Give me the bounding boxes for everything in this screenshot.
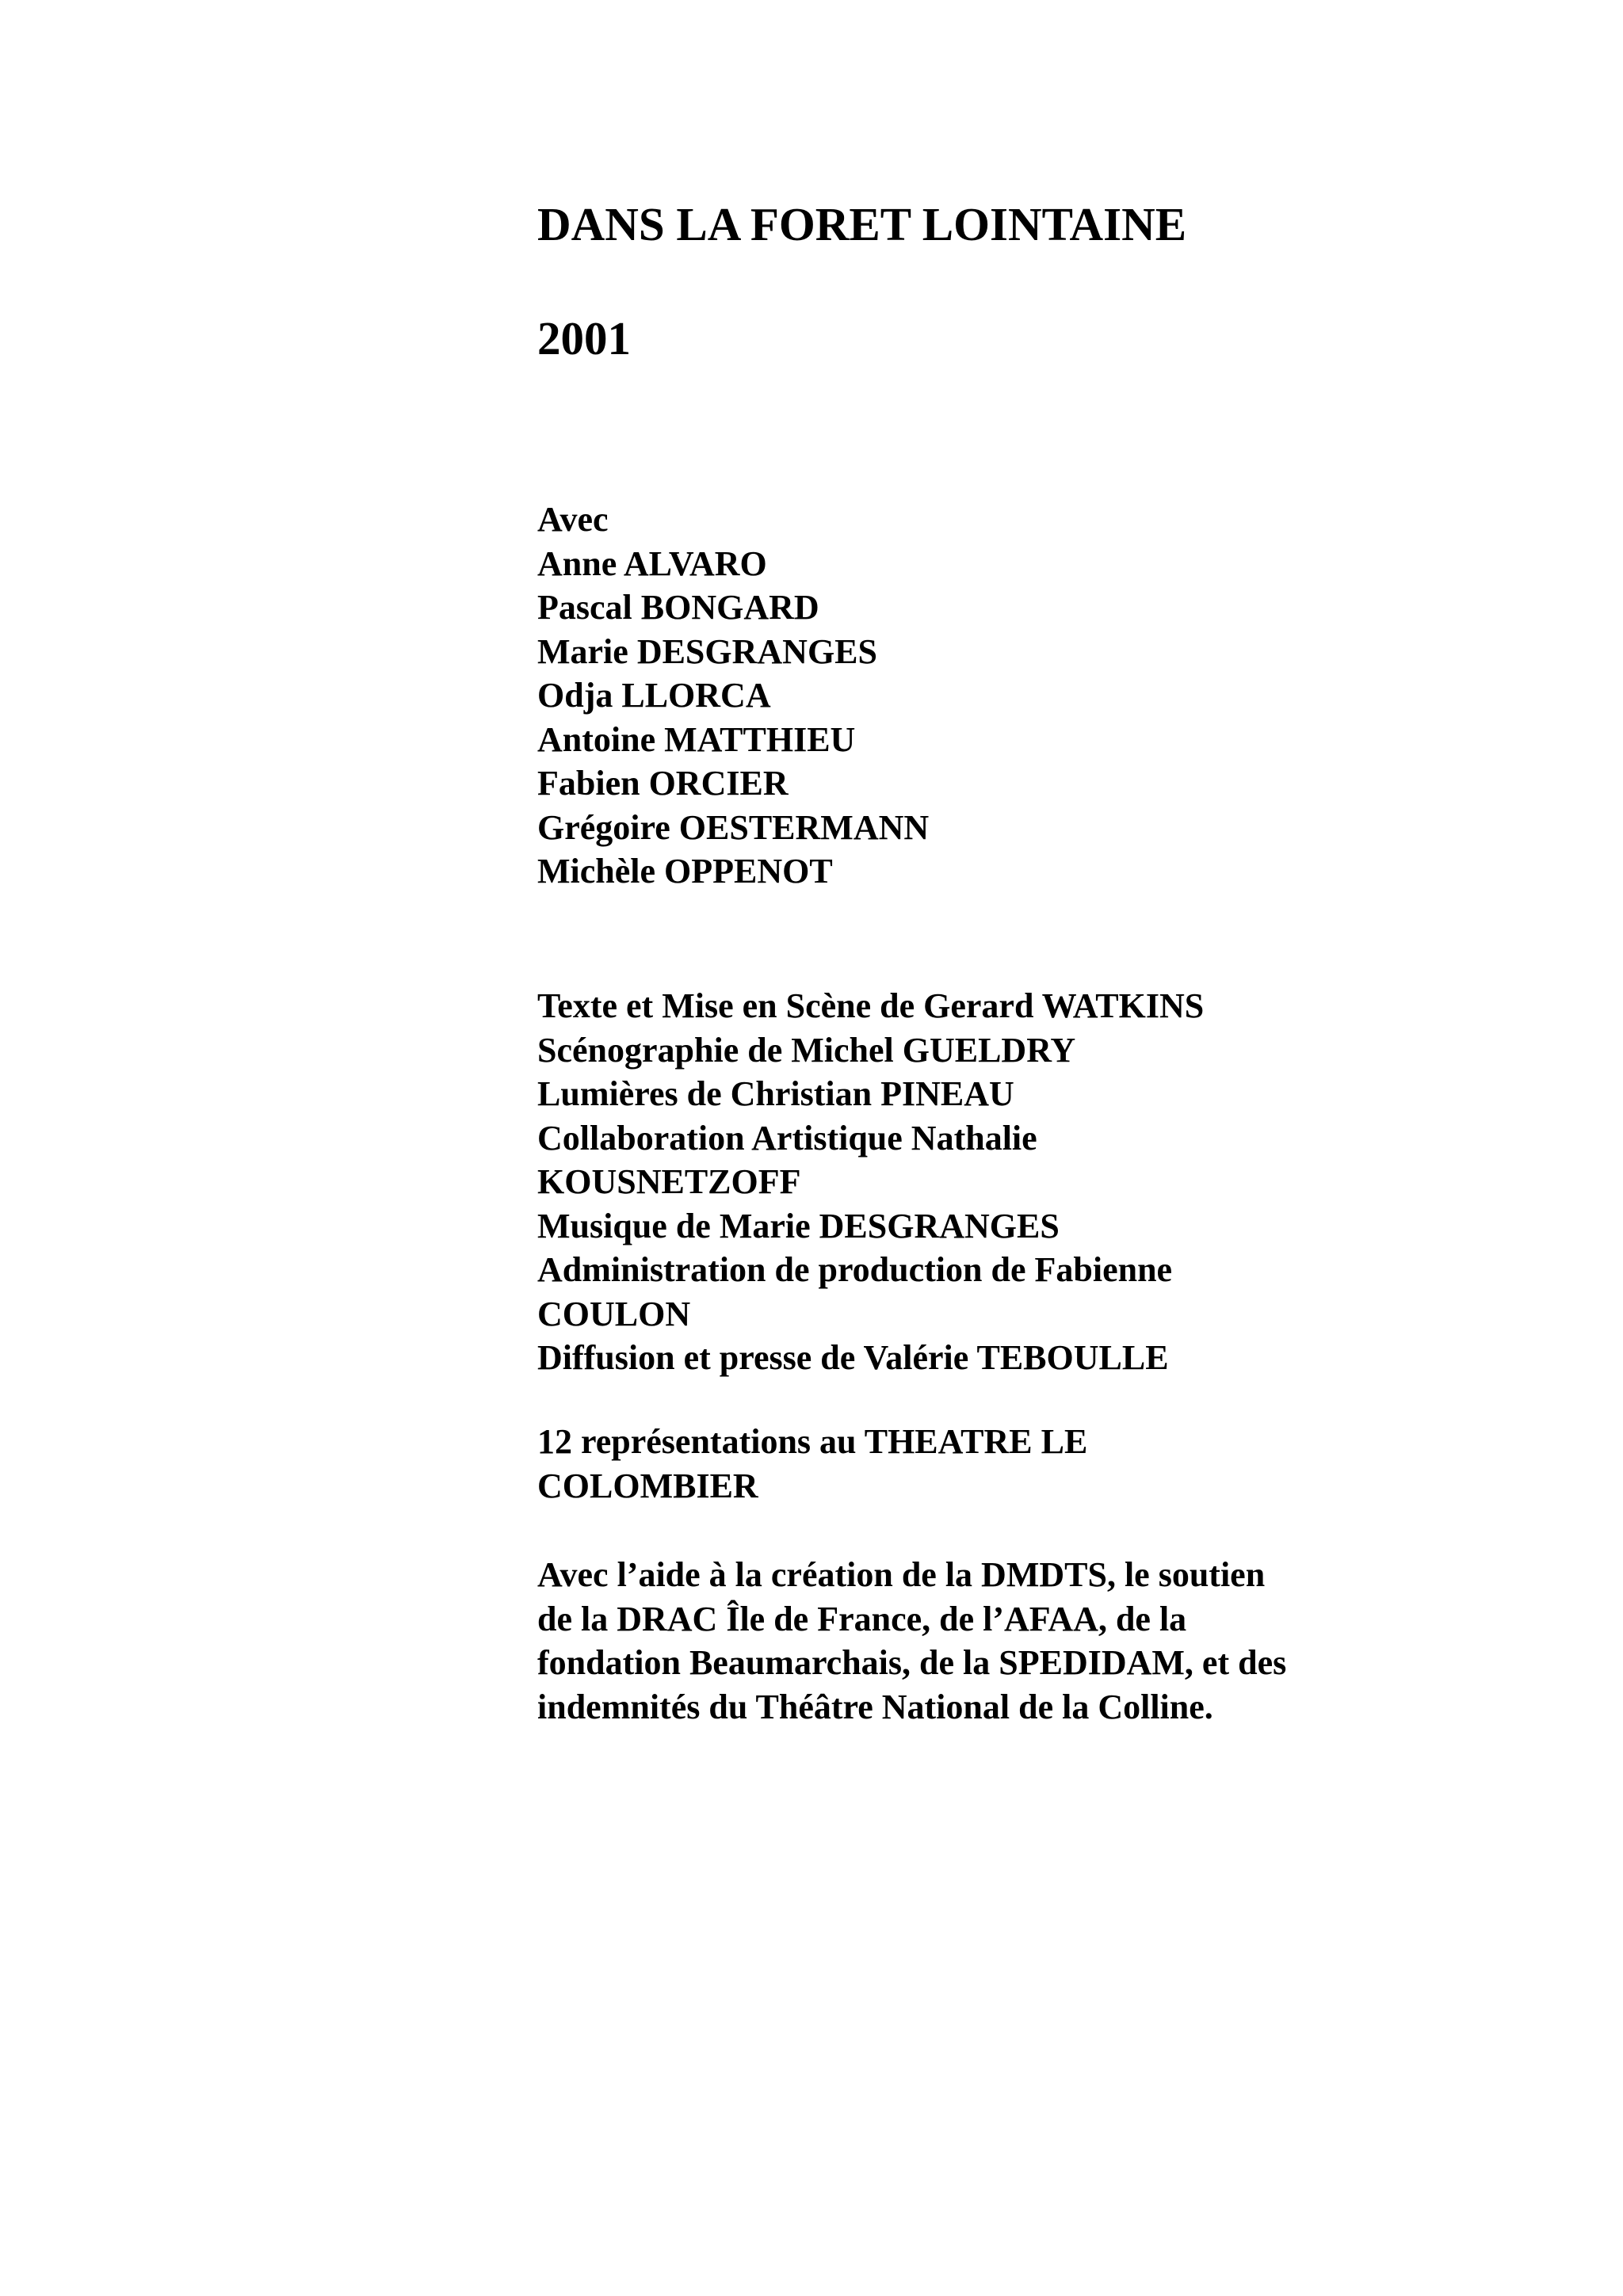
credits-section <box>537 984 1204 1380</box>
cast-member: Anne ALVARO <box>537 543 767 583</box>
support-line: de la DRAC Île de France, de l’AFAA, de la <box>537 1599 1187 1638</box>
cast-member: Michèle OPPENOT <box>537 852 833 891</box>
cast-member: Marie DESGRANGES <box>537 631 877 671</box>
cast-member: Pascal BONGARD <box>537 588 819 627</box>
cast-member: Grégoire OESTERMANN <box>537 807 930 847</box>
credit-line: Lumières de Christian PINEAU <box>537 1074 1014 1113</box>
support-line: fondation Beaumarchais, de la SPEDIDAM, et des <box>537 1643 1287 1682</box>
support-line: indemnités du Théâtre National de la Colline. <box>537 1687 1213 1726</box>
credit-line: Diffusion et presse de Valérie TEBOULLE <box>537 1338 1169 1377</box>
credit-line: Collaboration Artistique Nathalie <box>537 1118 1037 1158</box>
document-title: DANS LA FORET LOINTAINE <box>537 198 1187 250</box>
cast-list <box>537 498 929 894</box>
credit-line: KOUSNETZOFF <box>537 1162 801 1201</box>
cast-member: Fabien ORCIER <box>537 764 789 803</box>
credit-line: Scénographie de Michel GUELDRY <box>537 1030 1076 1070</box>
cast-heading: Avec <box>537 500 609 539</box>
support-section <box>537 1553 1286 1729</box>
cast-member: Odja LLORCA <box>537 676 771 715</box>
performances-line: COLOMBIER <box>537 1466 758 1505</box>
performances-section <box>537 1420 1087 1508</box>
document-year: 2001 <box>537 312 631 364</box>
performances-line: 12 représentations au THEATRE LE <box>537 1422 1088 1461</box>
credit-line: Administration de production de Fabienne <box>537 1250 1173 1289</box>
cast-member: Antoine MATTHIEU <box>537 719 856 759</box>
credit-line: COULON <box>537 1294 691 1333</box>
support-line: Avec l’aide à la création de la DMDTS, le soutien <box>537 1555 1266 1594</box>
credit-line: Musique de Marie DESGRANGES <box>537 1206 1060 1245</box>
credit-line: Texte et Mise en Scène de Gerard WATKINS <box>537 986 1205 1025</box>
